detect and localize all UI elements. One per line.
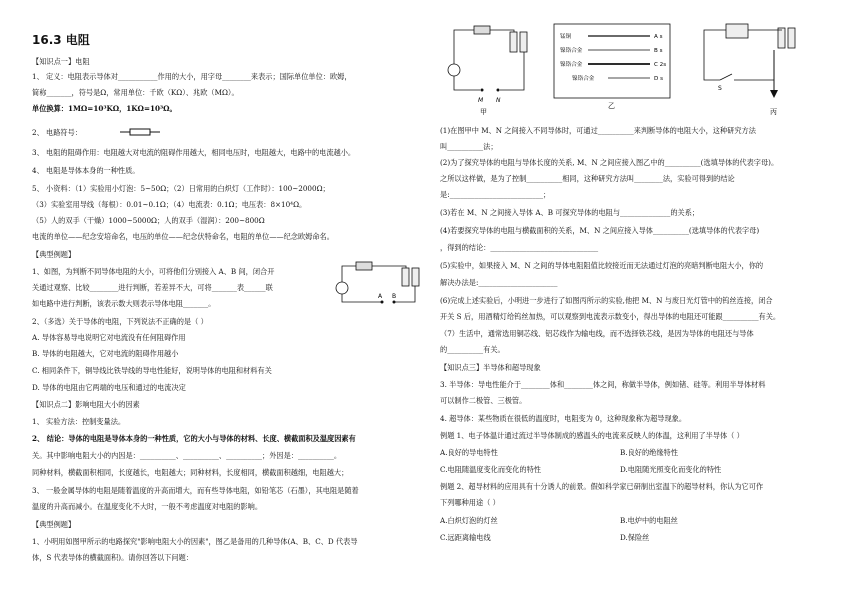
option-a: A.良好的导电特性 — [440, 448, 498, 457]
circuit-figure — [322, 258, 428, 306]
text-line: 电流的单位——纪念安培命名，电压的单位——纪念伏特命名，电阻的单位——纪念欧姆命名。 — [32, 232, 334, 241]
option-b: B. 导体的电阻越大，它对电流的阻碍作用越小 — [32, 349, 179, 358]
label-a: A — [378, 293, 383, 300]
question-1-6: (6)完成上述实验后，小明进一步进行了如图丙所示的实验,他把 M、N 与废日光灯管中的钨丝连接，闭合 — [440, 296, 773, 305]
option-c: C.电阻随温度变化而变化的特性 — [440, 465, 541, 474]
figure-yi — [554, 24, 674, 108]
option-b: B.电炉中的电阻丝 — [620, 516, 678, 525]
figure-jia — [440, 20, 540, 116]
wire-d-end: D s — [654, 76, 663, 82]
text-line: 单位换算：1MΩ=10³KΩ，1KΩ=10³Ω。 — [32, 104, 177, 113]
page-title: 16.3 电阻 — [32, 33, 90, 47]
option-a: A.白炽灯泡的灯丝 — [440, 516, 498, 525]
label-yi: 乙 — [608, 102, 615, 110]
text-line: 同种材料，横截面积相同，长度越长，电阻越大；同种材料，长度相同，横截面积越细，电阻越大； — [32, 468, 349, 477]
text-line: 1、 定义：电阻表示导体对___________作用的大小，用字母________来表示；国际单位单位：欧姆， — [32, 72, 352, 81]
text-line: 可以制作二极管、三极管。 — [440, 396, 527, 405]
option-d: D.保险丝 — [620, 533, 650, 542]
option-d: D.电阻随光照变化而变化的特性 — [620, 465, 722, 474]
section-heading: 【典型例题】 — [32, 520, 76, 529]
option-c: C.远距离输电线 — [440, 533, 491, 542]
text-line: 5、 小资料：（1）实验用小灯泡：5~50Ω；（2）日常用的白炽灯（工作时）：100~2000Ω； — [32, 184, 330, 193]
text-line: 3. 半导体：导电性能介于________体和________体之间，称做半导体，例如锗、硅等。利用半导体材料 — [440, 380, 766, 389]
question-1-2: (2)为了探究导体的电阻与导体长度的关系, M、N 之间应接入图乙中的__________(选填导体的代表字母)。 — [440, 158, 779, 167]
question-1-5: (5)实验中，如果接入 M、N 之间的导体电阻阻值比较接近而无法通过灯泡的亮暗判断电阻大小，你的 — [440, 261, 764, 270]
wire-a-name: 锰铜 — [560, 34, 572, 40]
text-line: （3）实验室用导线（每根）：0.01~0.1Ω；（4）电流表：0.1Ω；电压表：8×10⁴Ω。 — [32, 200, 307, 209]
option-d: D. 导体的电阻由它两端的电压和通过的电流决定 — [32, 383, 186, 392]
text-line: 1、 实验方法：控制变量法。 — [32, 417, 126, 426]
example-1: 例题 1、电子体温计通过流过半导体制成的感温头的电流来反映人的体温，这利用了半导体（ ） — [440, 431, 744, 440]
text-line: 2、 结论：导体的电阻是导体本身的一种性质，它的大小与导体的材料、长度、横截面积及温度因素有 — [32, 434, 356, 443]
option-c: C. 相同条件下，铜导线比铁导线的导电性能好，说明导体的电阻和材料有关 — [32, 366, 272, 375]
text-line: 关通过观察、比较________进行判断，若差异不大，可将_______表______联 — [32, 283, 273, 292]
text-line: 解决办法是:______________________ — [440, 278, 558, 287]
section-heading: 【典型例题】 — [32, 250, 76, 259]
wire-c-end: C 2s — [654, 62, 667, 68]
text-line: 是:__________________________； — [440, 190, 551, 199]
label-n: N — [496, 97, 501, 104]
text-line: 3、 电阻的阻碍作用：电阻越大对电流的阻碍作用越大，相同电压时，电阻越大，电路中的电流越小。 — [32, 148, 356, 157]
text-line: 4. 超导体：某些物质在很低的温度时，电阻变为 0，这种现象称为超导现象。 — [440, 414, 687, 423]
text-line: 2、 电路符号： — [32, 128, 82, 137]
label-bing: 丙 — [770, 108, 777, 116]
wire-c-name: 镍铬合金 — [560, 62, 583, 68]
section-heading: 【知识点二】影响电阻大小的因素 — [32, 400, 140, 409]
question-1-7: （7）生活中，通常选用铜芯线、铝芯线作为输电线，而不选择铁芯线，是因为导体的电阻还与导体 — [440, 329, 754, 338]
text-line: 温度的升高而减小。在温度变化不大时，一般不考虑温度对电阻的影响。 — [32, 502, 263, 511]
text-line: 4、 电阻是导体本身的一种性质。 — [32, 166, 140, 175]
option-a: A. 导体容易导电说明它对电流没有任何阻碍作用 — [32, 333, 186, 342]
text-line: 下列哪种用途（ ） — [440, 498, 500, 507]
figure-bing — [690, 20, 800, 116]
question-2: 2、（多选）关于导体的电阻，下列说法不正确的是（ ） — [32, 317, 208, 326]
text-line: 的__________有关。 — [440, 345, 505, 354]
text-line: 体，S 代表导体的横截面积)。请你回答以下问题： — [32, 553, 193, 562]
question-1-1: (1)在图甲中 M、N 之间接入不同导体时，可通过__________来判断导体的电阻大小，这种研究方法 — [440, 126, 756, 135]
text-line: 1、小明用如图甲所示的电路探究"影响电阻大小的因素"，图乙是备用的几种导体(A、B、C、D 代表导 — [32, 537, 358, 546]
wire-a-end: A s — [654, 34, 663, 40]
resistor-symbol-icon — [120, 126, 160, 138]
label-jia: 甲 — [480, 108, 487, 116]
text-line: 如电路中进行判断，该表示数大则表示导体电阻_______。 — [32, 299, 216, 308]
label-s: S — [718, 85, 722, 92]
text-line: 关。其中影响电阻大小的内因是：__________、__________、__________；外因是：__________。 — [32, 451, 342, 460]
text-line: 叫__________法； — [440, 142, 498, 151]
question-1-4: (4)若要探究导体的电阻与横截面积的关系，M、N 之间应接入导体__________(选填导体的代表字母) — [440, 226, 760, 235]
text-line: ，得到的结论：______________________________ — [440, 243, 599, 252]
text-line: 开关 S 后，用酒精灯给钨丝加热，可以观察到电流表示数变小，得出导体的电阻还可能跟__________有关。 — [440, 312, 781, 321]
text-line: 3、 一般金属导体的电阻是随着温度的升高而增大，而有些导体电阻，如铅笔芯（石墨），其电阻是随着 — [32, 486, 359, 495]
text-line: （5）人的双手（干燥）1000~5000Ω；人的双手（湿润）：200~800Ω — [32, 216, 265, 225]
section-heading: 【知识点三】半导体和超导现象 — [440, 363, 541, 372]
option-b: B.良好的绝缘特性 — [620, 448, 678, 457]
wire-d-name: 镍铬合金 — [572, 76, 595, 82]
wire-b-name: 镍铬合金 — [560, 48, 583, 54]
text-line: 1、如图，为判断不同导体电阻的大小，可将他们分别接入 A、B 间，闭合开 — [32, 267, 275, 276]
question-1-3: (3)若在 M、N 之间接入导体 A、B 可探究导体的电阻与______________的关系； — [440, 208, 700, 217]
example-2: 例题 2、超导材料的应用具有十分诱人的前景。假如科学家已研制出室温下的超导材料，你认为它可作 — [440, 482, 764, 491]
wire-b-end: B s — [654, 48, 663, 54]
label-m: M — [478, 97, 484, 104]
text-line: 之所以这样做，是为了控制__________相同，这种研究方法叫________法，实验可得到的结论 — [440, 174, 735, 183]
text-line: 简称_______，符号是Ω，常用单位：千欧（KΩ）、兆欧（MΩ）。 — [32, 88, 239, 97]
section-heading: 【知识点一】电阻 — [32, 57, 90, 66]
label-b: B — [392, 293, 397, 300]
